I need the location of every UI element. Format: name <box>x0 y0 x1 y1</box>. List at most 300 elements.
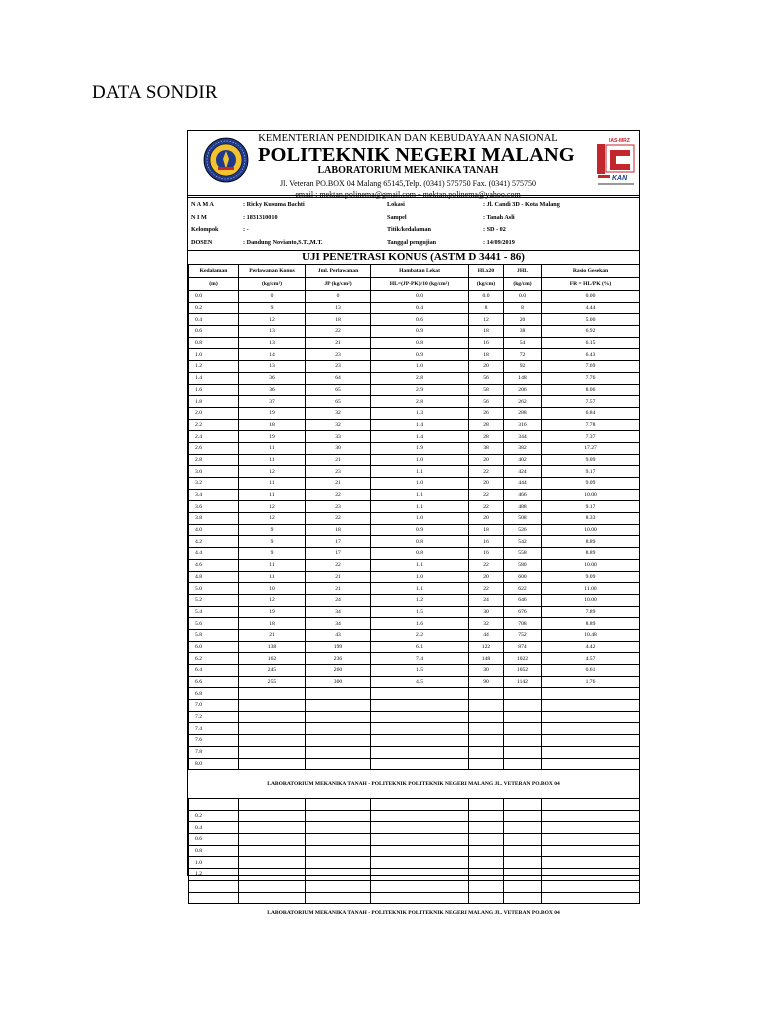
table-cell: 0.4 <box>371 302 469 314</box>
table-cell: 1.1 <box>371 583 469 595</box>
table-cell: 508 <box>504 513 542 525</box>
table-cell: 10.00 <box>542 489 640 501</box>
table-cell <box>371 892 469 904</box>
table-cell: 56 <box>469 372 504 384</box>
table-cell: 36 <box>239 372 306 384</box>
table-cell: 9.17 <box>542 501 640 513</box>
table-cell <box>504 723 542 735</box>
table-cell <box>504 711 542 723</box>
letterhead-text <box>258 133 575 200</box>
depth-cell: 0.8 <box>189 337 239 349</box>
table-cell: 13 <box>239 361 306 373</box>
table-cell <box>239 869 306 881</box>
table-cell: 12 <box>239 314 306 326</box>
table-cell <box>306 688 371 700</box>
depth-cell: 3.8 <box>189 513 239 525</box>
column-header: JHL <box>504 265 542 278</box>
table-row <box>189 501 640 513</box>
table-cell <box>469 880 504 892</box>
column-header: JP (kg/cm²) <box>306 278 371 291</box>
table-cell: 262 <box>504 396 542 408</box>
table-cell <box>371 845 469 857</box>
table-cell: 1.6 <box>371 618 469 630</box>
table-cell: 6.92 <box>542 326 640 338</box>
table-row <box>189 454 640 466</box>
table-cell <box>371 880 469 892</box>
depth-cell: 4.0 <box>189 524 239 536</box>
table-cell <box>239 746 306 758</box>
table-cell: 9.09 <box>542 478 640 490</box>
column-header: Kedalaman <box>189 265 239 278</box>
table-cell: 12 <box>239 466 306 478</box>
page-heading: DATA SONDIR <box>92 82 218 103</box>
table-cell: 43 <box>306 629 371 641</box>
table-cell: 17.27 <box>542 442 640 454</box>
table-cell: 13 <box>306 302 371 314</box>
table-cell <box>371 735 469 747</box>
depth-cell: 1.6 <box>189 384 239 396</box>
depth-cell: 3.6 <box>189 501 239 513</box>
table-cell <box>239 723 306 735</box>
table-cell: 0.0 <box>504 291 542 303</box>
table-cell: 6.1 <box>371 641 469 653</box>
table-cell <box>306 880 371 892</box>
column-header: (kg/cm) <box>504 278 542 291</box>
table-cell <box>504 892 542 904</box>
table-cell: 1.0 <box>371 571 469 583</box>
table-cell: 9 <box>239 302 306 314</box>
table-cell <box>371 869 469 881</box>
table-cell <box>504 735 542 747</box>
table-cell: 9.09 <box>542 454 640 466</box>
table-cell: 8 <box>504 302 542 314</box>
table-cell: 0.6 <box>371 314 469 326</box>
table-row <box>189 845 640 857</box>
titik-label: Titik/kedalaman <box>387 226 431 233</box>
table-cell <box>542 834 640 846</box>
table-cell: 16 <box>469 536 504 548</box>
table-cell: 7.69 <box>542 361 640 373</box>
table-row <box>189 302 640 314</box>
table-cell: 22 <box>306 559 371 571</box>
table-cell: 34 <box>306 606 371 618</box>
table-cell <box>239 857 306 869</box>
table-cell <box>239 845 306 857</box>
table-cell: 0.61 <box>542 665 640 677</box>
kelompok-label: Kelompok <box>191 226 219 233</box>
table-cell: 11 <box>239 571 306 583</box>
depth-cell: 3.2 <box>189 478 239 490</box>
table-cell: 122 <box>469 641 504 653</box>
table-cell: 676 <box>504 606 542 618</box>
depth-cell: 1.4 <box>189 372 239 384</box>
table-cell <box>306 810 371 822</box>
table-cell: 38 <box>504 326 542 338</box>
table-cell: 344 <box>504 431 542 443</box>
table-cell <box>469 892 504 904</box>
table-cell: 24 <box>469 594 504 606</box>
table-cell: 1142 <box>504 676 542 688</box>
table-cell <box>371 810 469 822</box>
table-cell <box>542 869 640 881</box>
table-cell: 22 <box>469 501 504 513</box>
table-cell <box>542 857 640 869</box>
table-cell: 8.89 <box>542 548 640 560</box>
table-cell: 32 <box>306 407 371 419</box>
table-cell <box>469 810 504 822</box>
table-cell: 5.00 <box>542 314 640 326</box>
table-cell: 11.00 <box>542 583 640 595</box>
depth-cell: 5.4 <box>189 606 239 618</box>
table-cell: 12 <box>469 314 504 326</box>
table-row <box>189 834 640 846</box>
table-cell: 1.0 <box>371 513 469 525</box>
table-cell <box>239 799 306 811</box>
table-row <box>189 758 640 770</box>
table-cell: 21 <box>306 583 371 595</box>
table-cell: 260 <box>306 665 371 677</box>
table-cell: 65 <box>306 384 371 396</box>
table-cell: 0.9 <box>371 349 469 361</box>
table-cell: 16 <box>469 548 504 560</box>
depth-cell: 0.0 <box>189 291 239 303</box>
table-row <box>189 606 640 618</box>
table-cell: 444 <box>504 478 542 490</box>
table-cell: 64 <box>306 372 371 384</box>
table-cell <box>371 822 469 834</box>
table-row <box>189 513 640 525</box>
table-cell <box>306 869 371 881</box>
institution-name: POLITEKNIK NEGERI MALANG <box>258 144 575 166</box>
table-cell: 9 <box>239 524 306 536</box>
table-cell <box>306 746 371 758</box>
table-cell: 54 <box>504 337 542 349</box>
table-row <box>189 799 640 811</box>
table-cell <box>504 822 542 834</box>
table-row <box>189 700 640 712</box>
depth-cell: 1.0 <box>189 857 239 869</box>
table-cell: 1.9 <box>371 442 469 454</box>
table-cell: 13 <box>239 326 306 338</box>
table-cell <box>469 834 504 846</box>
table-row <box>189 384 640 396</box>
table-cell: 20 <box>469 571 504 583</box>
table-cell: 12 <box>239 501 306 513</box>
table-row <box>189 583 640 595</box>
table-cell: 4.44 <box>542 302 640 314</box>
depth-cell: 0.8 <box>189 845 239 857</box>
table-row <box>189 892 640 904</box>
table-cell: 488 <box>504 501 542 513</box>
email: email : mektan.polinema@gmail.com - mektan.polinema@yahoo.com <box>295 190 521 199</box>
table-cell: 4.5 <box>371 676 469 688</box>
depth-cell: 7.0 <box>189 700 239 712</box>
table-row <box>189 396 640 408</box>
table-cell <box>469 845 504 857</box>
table-cell <box>239 892 306 904</box>
column-header: Jml. Perlawanan <box>306 265 371 278</box>
table-cell <box>504 700 542 712</box>
table-cell <box>504 880 542 892</box>
table-cell: 0.0 <box>371 291 469 303</box>
depth-cell: 2.4 <box>189 431 239 443</box>
depth-cell: 7.8 <box>189 746 239 758</box>
table-cell: 1022 <box>504 653 542 665</box>
table-cell <box>306 857 371 869</box>
table-cell <box>542 799 640 811</box>
table-row <box>189 524 640 536</box>
table-cell <box>239 810 306 822</box>
table-cell: 382 <box>504 442 542 454</box>
table-cell: 22 <box>469 466 504 478</box>
table-cell: 11 <box>239 442 306 454</box>
table-cell: 206 <box>504 384 542 396</box>
table-cell <box>504 857 542 869</box>
table-cell <box>239 735 306 747</box>
table-cell <box>469 857 504 869</box>
depth-cell: 7.2 <box>189 711 239 723</box>
table-cell: 148 <box>504 372 542 384</box>
table-row <box>189 419 640 431</box>
table-row <box>189 361 640 373</box>
table-row <box>189 326 640 338</box>
table-cell <box>371 758 469 770</box>
table-row <box>189 723 640 735</box>
table-cell: 24 <box>306 594 371 606</box>
table-cell <box>542 735 640 747</box>
table-cell: 28 <box>469 419 504 431</box>
table-cell: 28 <box>469 431 504 443</box>
depth-cell: 8.0 <box>189 758 239 770</box>
table-cell <box>504 758 542 770</box>
table-cell: 4.42 <box>542 641 640 653</box>
depth-cell: 0.6 <box>189 834 239 846</box>
table-cell: 1.0 <box>371 454 469 466</box>
depth-cell: 6.2 <box>189 653 239 665</box>
table-cell <box>371 799 469 811</box>
table-cell: 1.1 <box>371 559 469 571</box>
address: Jl. Veteran PO.BOX 04 Malang 65145,Telp. (0341) 575750 Fax. (0341) 575750 <box>280 179 536 188</box>
table-cell: 19 <box>239 606 306 618</box>
table-cell: 9.09 <box>542 571 640 583</box>
table-cell: 1.4 <box>371 419 469 431</box>
column-header: (kg/cm) <box>469 278 504 291</box>
table-cell: 58 <box>469 384 504 396</box>
table-cell: 22 <box>469 489 504 501</box>
table-cell: 6.84 <box>542 407 640 419</box>
table-cell <box>239 711 306 723</box>
column-header: Perlawanan Konus <box>239 265 306 278</box>
table-cell: 300 <box>306 676 371 688</box>
table-cell: 10.00 <box>542 524 640 536</box>
depth-cell <box>189 880 239 892</box>
depth-cell: 6.4 <box>189 665 239 677</box>
table-cell <box>469 869 504 881</box>
tanggal-label: Tanggal pengujian <box>387 238 437 246</box>
column-header: Hambatan Lekat <box>371 265 469 278</box>
table-cell <box>504 845 542 857</box>
depth-cell: 3.0 <box>189 466 239 478</box>
dosen-label: DOSEN <box>191 238 213 246</box>
table-cell: 22 <box>469 559 504 571</box>
column-header: Rasio Gesekan <box>542 265 640 278</box>
table-cell: 1.1 <box>371 501 469 513</box>
table-cell: 2.2 <box>371 629 469 641</box>
table-cell <box>469 758 504 770</box>
table-cell: 236 <box>306 653 371 665</box>
table-row <box>189 869 640 881</box>
nim-label: N I M <box>191 213 207 221</box>
table-row <box>189 536 640 548</box>
table-cell: 1.2 <box>371 594 469 606</box>
table-cell <box>542 880 640 892</box>
table-cell: 466 <box>504 489 542 501</box>
nama-value: : Ricky Kusuma Bachti <box>243 201 305 208</box>
table-cell: 600 <box>504 571 542 583</box>
info-block <box>191 201 636 251</box>
table-cell: 22 <box>469 583 504 595</box>
table-cell: 0.0 <box>469 291 504 303</box>
table-cell: 20 <box>469 478 504 490</box>
table-cell: 23 <box>306 501 371 513</box>
table-cell: 10 <box>239 583 306 595</box>
depth-cell <box>189 799 239 811</box>
table-cell: 37 <box>239 396 306 408</box>
table-row <box>189 822 640 834</box>
table-cell: 19 <box>239 431 306 443</box>
table-cell: 2.9 <box>371 384 469 396</box>
cert-kan-label: KAN <box>612 175 628 182</box>
table-cell: 22 <box>306 513 371 525</box>
table-cell: 14 <box>239 349 306 361</box>
table-cell: 646 <box>504 594 542 606</box>
table-cell <box>371 700 469 712</box>
table-cell: 708 <box>504 618 542 630</box>
table-cell: 526 <box>504 524 542 536</box>
table-cell: 56 <box>469 396 504 408</box>
table-cell: 30 <box>469 665 504 677</box>
table-row <box>189 571 640 583</box>
table-cell <box>469 746 504 758</box>
tanggal-value: : 14/09/2019 <box>483 238 515 246</box>
table-cell: 255 <box>239 676 306 688</box>
table-row <box>189 653 640 665</box>
table-cell <box>306 711 371 723</box>
table-cell: 316 <box>504 419 542 431</box>
table-cell: 32 <box>469 618 504 630</box>
table-cell: 16 <box>469 337 504 349</box>
footer-note-1: LABORATORIUM MEKANIKA TANAH - POLITEKNIK POLITEKNIK NEGERI MALANG JL. VETERAN PO.BOX 04 <box>267 781 560 787</box>
table-cell: 9 <box>239 536 306 548</box>
table-cell <box>542 845 640 857</box>
table-cell <box>504 688 542 700</box>
table-cell <box>542 700 640 712</box>
table-cell: 1052 <box>504 665 542 677</box>
table-cell <box>239 880 306 892</box>
table-cell: 874 <box>504 641 542 653</box>
table-cell <box>239 834 306 846</box>
table-cell <box>306 799 371 811</box>
table-cell: 622 <box>504 583 542 595</box>
table-cell: 18 <box>306 524 371 536</box>
table-cell <box>371 857 469 869</box>
table-cell <box>469 822 504 834</box>
table-cell: 0 <box>306 291 371 303</box>
table-cell <box>542 723 640 735</box>
table-row <box>189 559 640 571</box>
table-row <box>189 407 640 419</box>
depth-cell: 1.8 <box>189 396 239 408</box>
table-cell: 36 <box>239 384 306 396</box>
table-row <box>189 291 640 303</box>
table-cell <box>469 700 504 712</box>
table-cell: 20 <box>469 513 504 525</box>
table-row <box>189 746 640 758</box>
table-cell: 0.8 <box>371 548 469 560</box>
table-cell <box>469 711 504 723</box>
table-row <box>189 676 640 688</box>
table-cell: 21 <box>306 454 371 466</box>
table-cell <box>371 711 469 723</box>
table-row <box>189 857 640 869</box>
table-cell: 7.57 <box>542 396 640 408</box>
table-cell: 44 <box>469 629 504 641</box>
table-cell <box>306 892 371 904</box>
cert-iasmrz-label: IAS-MRZ <box>609 138 630 144</box>
depth-cell: 4.8 <box>189 571 239 583</box>
table-cell <box>306 758 371 770</box>
depth-cell: 0.6 <box>189 326 239 338</box>
table-cell: 0.8 <box>371 536 469 548</box>
table-cell: 1.0 <box>371 478 469 490</box>
table-row <box>189 478 640 490</box>
table-cell: 7.4 <box>371 653 469 665</box>
table-cell <box>239 822 306 834</box>
table-header-row <box>189 278 640 291</box>
table-cell: 148 <box>469 653 504 665</box>
table-row <box>189 594 640 606</box>
table-cell: 1.3 <box>371 407 469 419</box>
table-cell: 199 <box>306 641 371 653</box>
depth-cell: 2.8 <box>189 454 239 466</box>
depth-cell: 1.2 <box>189 869 239 881</box>
table-cell <box>371 834 469 846</box>
lokasi-value: : Jl. Candi 3D - Kota Malang <box>483 201 560 208</box>
table-cell <box>542 758 640 770</box>
depth-cell: 6.8 <box>189 688 239 700</box>
table-cell: 90 <box>469 676 504 688</box>
table-cell: 26 <box>469 407 504 419</box>
table-cell: 18 <box>239 419 306 431</box>
table-cell: 11 <box>239 489 306 501</box>
table-cell: 0.8 <box>371 337 469 349</box>
lokasi-label: Lokasi <box>387 201 405 208</box>
table-cell: 0.9 <box>371 524 469 536</box>
table-row <box>189 735 640 747</box>
table-cell <box>239 758 306 770</box>
table-cell <box>542 822 640 834</box>
table-cell: 23 <box>306 349 371 361</box>
ministry-name: KEMENTERIAN PENDIDIKAN DAN KEBUDAYAAN NASIONAL <box>258 133 558 144</box>
table-cell: 8.06 <box>542 384 640 396</box>
table-row <box>189 629 640 641</box>
test-title: UJI PENETRASI KONUS (ASTM D 3441 - 86) <box>302 251 525 263</box>
table-cell <box>504 834 542 846</box>
table-cell <box>239 688 306 700</box>
table-cell: 30 <box>306 442 371 454</box>
table-cell: 1.5 <box>371 606 469 618</box>
table-cell: 580 <box>504 559 542 571</box>
